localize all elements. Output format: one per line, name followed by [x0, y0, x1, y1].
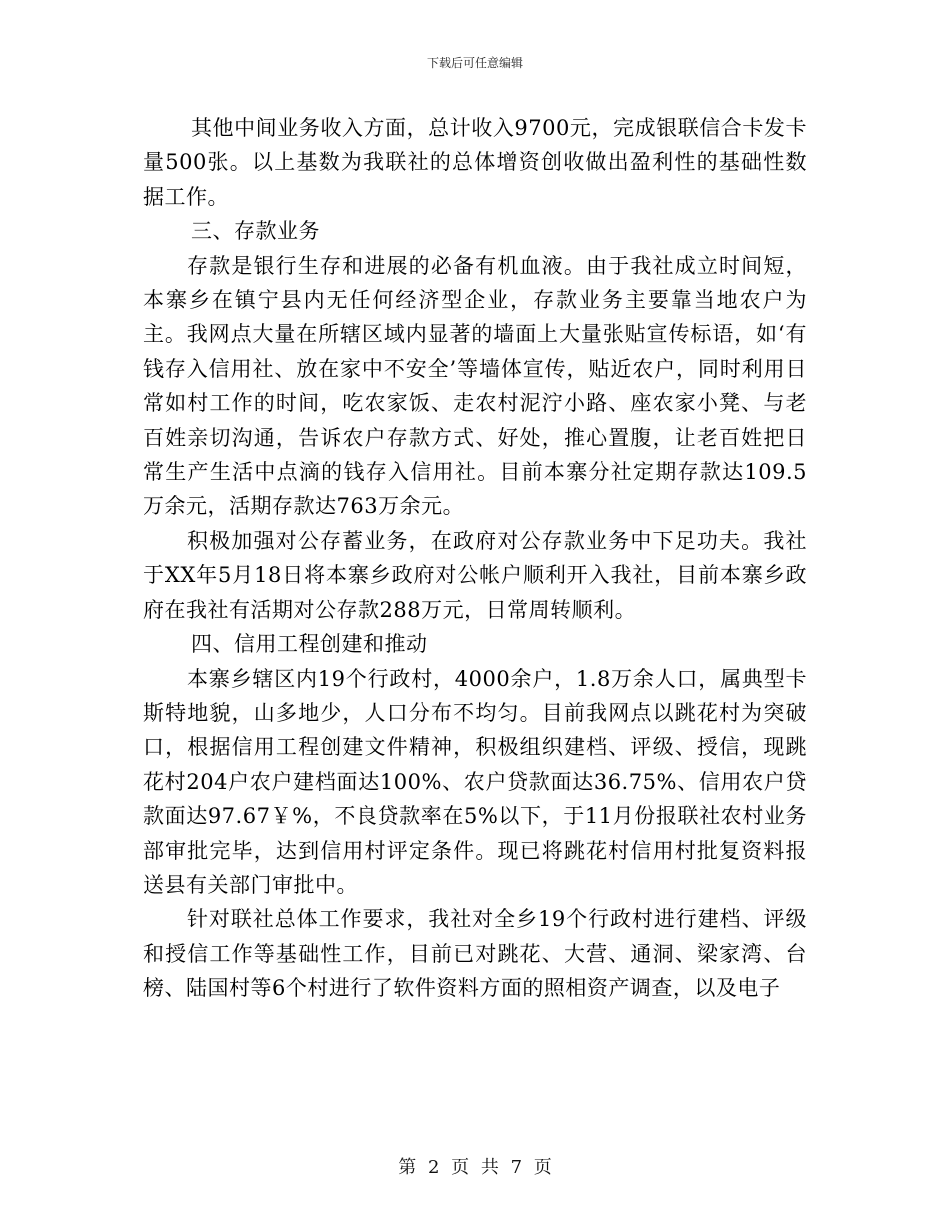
paragraph-public-deposits: 积极加强对公存蓄业务，在政府对公存款业务中下足功夫。我社于XX年5月18日将本寨乡政府对公帐户顺利开入我社，目前本寨乡政府在我社有活期对公存款288万元，日常周转顺利。	[143, 528, 807, 622]
paragraph-deposits: 存款是银行生存和进展的必备有机血液。由于我社成立时间短，本寨乡在镇宁县内无任何经济型企业，存款业务主要靠当地农户为主。我网点大量在所辖区域内显著的墙面上大量张贴宣传标语，如‘有钱存入信用社、放在家中不安全’等墙体宣传，贴近农户，同时利用日常如村工作的时间，吃农家饭、走农村泥泞小路、座农家小凳、与老百姓亲切沟通，告诉农户存款方式、好处，推心置腹，让老百姓把日常生产生活中点滴的钱存入信用社。目前本寨分社定期存款达109.5万余元，活期存款达763万余元。	[143, 253, 807, 519]
section-heading-credit-project: 四、信用工程创建和推动	[191, 632, 428, 657]
paragraph-credit-village: 本寨乡辖区内19个行政村，4000余户，1.8万余人口，属典型卡斯特地貌，山多地少，人口分布不均匀。目前我网点以跳花村为突破口，根据信用工程创建文件精神，积极组织建档、评级、授信，现跳花村204户农户建档面达100%、农户贷款面达36.75%、信用农户贷款面达97.67￥%，不良贷款率在5%以下，于11月份报联社农村业务部审批完毕，达到信用村评定条件。现已将跳花村信用村批复资料报送县有关部门审批中。	[143, 666, 807, 897]
section-heading-deposits: 三、存款业务	[191, 219, 320, 244]
page-header-note: 下载后可任意编辑	[426, 56, 523, 70]
paragraph-village-filing: 针对联社总体工作要求，我社对全乡19个行政村进行建档、评级和授信工作等基础性工作，目前已对跳花、大营、通洞、梁家湾、台榜、陆国村等6个村进行了软件资料方面的照相资产调查，以及电子	[143, 907, 807, 1001]
page-number-footer: 第 2 页 共 7 页	[398, 1157, 552, 1178]
paragraph-intermediate-business: 其他中间业务收入方面，总计收入9700元，完成银联信合卡发卡量500张。以上基数为我联社的总体增资创收做出盈利性的基础性数据工作。	[143, 116, 807, 209]
document-body	[143, 111, 807, 1006]
